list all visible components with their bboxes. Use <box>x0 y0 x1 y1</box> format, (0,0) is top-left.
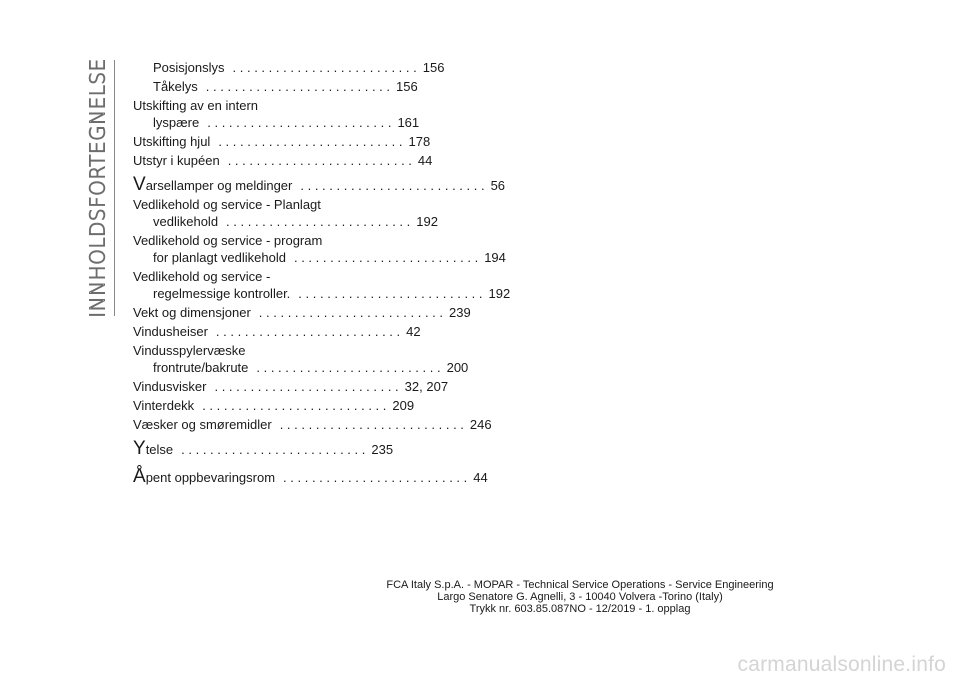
entry-label-rest: arsellamper og meldinger <box>145 178 293 193</box>
footer-line: Trykk nr. 603.85.087NO - 12/2019 - 1. opplag <box>469 603 691 615</box>
entry-page: 192 <box>488 286 511 301</box>
index-entry-utstyr[interactable] <box>133 152 433 170</box>
index-entry-utskifting-hjul[interactable] <box>133 133 431 151</box>
entry-heading-text: Vedlikehold og service - program <box>133 233 323 248</box>
entry-label: Utstyr i kupéen <box>133 153 220 168</box>
index-entry-takelys[interactable] <box>133 78 418 96</box>
index-entry-heading <box>133 232 374 250</box>
index-entry-varsellamper[interactable] <box>133 174 506 195</box>
entry-leader: . . . . . . . . . . . . . . . . . . . . . . . . . . <box>258 305 443 320</box>
index-entry-kontroller[interactable] <box>133 285 511 303</box>
entry-label <box>133 174 293 195</box>
entry-page: 161 <box>397 115 420 130</box>
entry-label <box>133 466 276 487</box>
entry-label: frontrute/bakrute <box>153 360 249 375</box>
index-entry-vasker[interactable] <box>133 416 492 434</box>
entry-label: Væsker og smøremidler <box>133 417 272 432</box>
entry-leader: . . . . . . . . . . . . . . . . . . . . . . . . . . <box>207 115 392 130</box>
index-entry-vekt[interactable] <box>133 304 471 322</box>
index-entry-apent[interactable] <box>133 466 488 487</box>
entry-label: Vindusvisker <box>133 379 207 394</box>
index-entry-heading <box>133 97 374 115</box>
entry-heading-text: Vindusspylervæske <box>133 343 246 358</box>
entry-leader: . . . . . . . . . . . . . . . . . . . . . . . . . . <box>227 153 412 168</box>
entry-label: Posisjonslys <box>153 60 225 75</box>
section-title: INNHOLDSFORTEGNELSE <box>86 58 111 318</box>
site-watermark: carmanualsonline.info <box>737 653 946 676</box>
index-entry-vindusheiser[interactable] <box>133 323 421 341</box>
entry-page: 209 <box>392 398 415 413</box>
entry-leader: . . . . . . . . . . . . . . . . . . . . . . . . . . <box>298 286 483 301</box>
entry-label: Utskifting hjul <box>133 134 211 149</box>
section-letter: Y <box>133 438 146 459</box>
entry-page: 44 <box>473 470 488 485</box>
index-entry-vindusvisker[interactable] <box>133 378 449 396</box>
entry-leader: . . . . . . . . . . . . . . . . . . . . . . . . . . <box>202 398 387 413</box>
section-letter: V <box>133 174 146 195</box>
footer-line: Largo Senatore G. Agnelli, 3 - 10040 Volvera -Torino (Italy) <box>437 591 723 603</box>
entry-heading-text: Vedlikehold og service - <box>133 269 271 284</box>
entry-leader: . . . . . . . . . . . . . . . . . . . . . . . . . . <box>205 79 390 94</box>
index-entry-vinterdekk[interactable] <box>133 397 415 415</box>
entry-label-rest: telse <box>145 442 174 457</box>
entry-page: 56 <box>490 178 506 193</box>
entry-leader: . . . . . . . . . . . . . . . . . . . . . . . . . . <box>218 134 403 149</box>
index-entry-heading <box>133 342 374 360</box>
entry-page: 246 <box>469 417 492 432</box>
sidebar-divider <box>114 60 115 316</box>
entry-page: 42 <box>406 324 421 339</box>
index-entry-posisjonslys[interactable] <box>133 59 445 77</box>
index-entry-program[interactable] <box>133 249 506 267</box>
entry-label: lyspære <box>153 115 200 130</box>
index-entry-heading <box>133 268 374 286</box>
entry-leader: . . . . . . . . . . . . . . . . . . . . . . . . . . <box>215 324 401 339</box>
entry-page: 156 <box>396 79 418 94</box>
entry-leader: . . . . . . . . . . . . . . . . . . . . . . . . . . <box>232 60 417 75</box>
entry-label <box>133 438 174 459</box>
index-entry-heading <box>133 196 374 214</box>
entry-page: 178 <box>408 134 431 149</box>
section-letter: Å <box>133 466 146 487</box>
entry-leader: . . . . . . . . . . . . . . . . . . . . . . . . . . <box>256 360 441 375</box>
entry-page: 192 <box>416 214 438 229</box>
entry-label: Vinterdekk <box>133 398 195 413</box>
entry-label: vedlikehold <box>153 214 219 229</box>
entry-page: 44 <box>417 153 433 168</box>
entry-leader: . . . . . . . . . . . . . . . . . . . . . . . . . . <box>293 250 479 265</box>
entry-leader: . . . . . . . . . . . . . . . . . . . . . . . . . . <box>181 442 366 457</box>
entry-heading-text: Utskifting av en intern <box>133 98 259 113</box>
entry-label: Tåkelys <box>153 79 198 94</box>
entry-label-rest: pent oppbevaringsrom <box>145 470 276 485</box>
entry-label: regelmessige kontroller. <box>153 286 291 301</box>
entry-heading-text: Vedlikehold og service - Planlagt <box>133 197 321 212</box>
entry-page: 156 <box>422 60 445 75</box>
entry-leader: . . . . . . . . . . . . . . . . . . . . . . . . . . <box>300 178 485 193</box>
index-entry-ytelse[interactable] <box>133 438 394 459</box>
index-entry-frontrute[interactable] <box>133 359 469 377</box>
entry-page: 235 <box>371 442 394 457</box>
entry-page: 32, 207 <box>404 379 449 394</box>
publisher-footer <box>230 579 930 615</box>
entry-leader: . . . . . . . . . . . . . . . . . . . . . . . . . . <box>226 214 411 229</box>
entry-page: 200 <box>446 360 469 375</box>
footer-line: FCA Italy S.p.A. - MOPAR - Technical Service Operations - Service Engineering <box>386 579 774 591</box>
entry-page: 194 <box>484 250 506 265</box>
entry-leader: . . . . . . . . . . . . . . . . . . . . . . . . . . <box>283 470 468 485</box>
entry-leader: . . . . . . . . . . . . . . . . . . . . . . . . . . <box>279 417 464 432</box>
entry-page: 239 <box>449 305 471 320</box>
section-sidebar <box>84 60 112 316</box>
entry-label: Vindusheiser <box>133 324 208 339</box>
index-entry-vedlikehold[interactable] <box>133 213 438 231</box>
entry-leader: . . . . . . . . . . . . . . . . . . . . . . . . . . <box>214 379 399 394</box>
index-entry-lyspaere[interactable] <box>133 114 420 132</box>
entry-label: for planlagt vedlikehold <box>153 250 286 265</box>
entry-label: Vekt og dimensjoner <box>133 305 251 320</box>
